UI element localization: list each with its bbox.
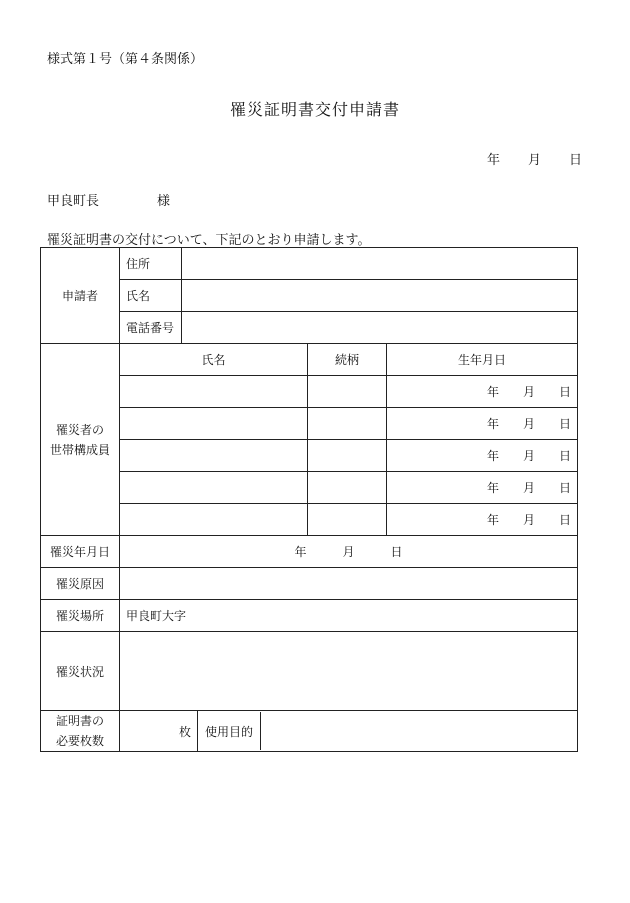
disaster-place-field[interactable]	[120, 600, 578, 632]
address-field[interactable]	[182, 248, 578, 280]
disaster-status-row	[41, 632, 578, 711]
form-number: 様式第１号（第４条関係）	[47, 52, 204, 67]
disaster-month-label: 月	[342, 545, 355, 559]
address-label: 住所	[120, 248, 182, 280]
disaster-status-label: 罹災状況	[41, 632, 120, 711]
disaster-cause-label: 罹災原因	[41, 568, 120, 600]
household-label-line1: 罹災者の	[55, 422, 104, 437]
household-header-row	[41, 344, 578, 376]
disaster-place-row	[41, 600, 578, 632]
certificate-count-field[interactable]	[120, 711, 198, 752]
addressee	[47, 190, 170, 209]
purpose-field[interactable]	[261, 712, 577, 750]
purpose-cell	[198, 711, 578, 752]
birth-month-label: 月	[522, 385, 535, 399]
birth-month-label: 月	[522, 513, 535, 527]
disaster-cause-field[interactable]	[120, 568, 578, 600]
application-date	[487, 149, 582, 168]
applicant-phone-row	[41, 312, 578, 344]
household-member-row	[41, 504, 578, 536]
member-name-field[interactable]	[120, 472, 308, 504]
applicant-address-row	[41, 248, 578, 280]
member-name-field[interactable]	[120, 504, 308, 536]
household-member-row	[41, 376, 578, 408]
member-birthdate-field[interactable]	[387, 440, 578, 472]
household-col-birthdate: 生年月日	[387, 344, 578, 376]
addressee-honorific: 様	[157, 194, 171, 209]
place-prefix: 甲良町大字	[126, 609, 187, 623]
applicant-section-label: 申請者	[41, 248, 120, 344]
birth-day-label: 日	[558, 481, 571, 495]
member-name-field[interactable]	[120, 408, 308, 440]
household-col-relation: 続柄	[308, 344, 387, 376]
member-name-field[interactable]	[120, 376, 308, 408]
birth-month-label: 月	[522, 417, 535, 431]
household-member-row	[41, 472, 578, 504]
member-birthdate-field[interactable]	[387, 376, 578, 408]
phone-field[interactable]	[182, 312, 578, 344]
member-birthdate-field[interactable]	[387, 472, 578, 504]
phone-label: 電話番号	[120, 312, 182, 344]
household-col-name: 氏名	[120, 344, 308, 376]
disaster-date-row	[41, 536, 578, 568]
date-day-label: 日	[568, 153, 582, 168]
disaster-cause-row	[41, 568, 578, 600]
household-member-row	[41, 408, 578, 440]
date-year-label: 年	[486, 153, 500, 168]
birth-year-label: 年	[486, 417, 499, 431]
name-label: 氏名	[120, 280, 182, 312]
purpose-label: 使用目的	[198, 712, 261, 750]
certificate-row	[41, 711, 578, 752]
disaster-day-label: 日	[390, 545, 403, 559]
intro-text: 罹災証明書の交付について、下記のとおり申請します。	[47, 233, 371, 248]
birth-day-label: 日	[558, 417, 571, 431]
birth-year-label: 年	[486, 513, 499, 527]
household-label-line2: 世帯構成員	[49, 442, 110, 457]
member-name-field[interactable]	[120, 440, 308, 472]
member-birthdate-field[interactable]	[387, 408, 578, 440]
member-relation-field[interactable]	[308, 440, 387, 472]
member-relation-field[interactable]	[308, 472, 387, 504]
certificate-count-label	[41, 711, 120, 752]
member-relation-field[interactable]	[308, 376, 387, 408]
disaster-date-label: 罹災年月日	[41, 536, 120, 568]
member-relation-field[interactable]	[308, 408, 387, 440]
disaster-place-label: 罹災場所	[41, 600, 120, 632]
certificate-label-line1: 証明書の	[55, 714, 104, 728]
sheets-unit: 枚	[178, 724, 191, 739]
household-member-row	[41, 440, 578, 472]
applicant-name-row	[41, 280, 578, 312]
addressee-name: 甲良町長	[47, 194, 100, 209]
birth-day-label: 日	[558, 385, 571, 399]
birth-day-label: 日	[558, 513, 571, 527]
application-form-table	[40, 247, 578, 752]
certificate-label-line2: 必要枚数	[55, 734, 104, 748]
date-month-label: 月	[527, 153, 541, 168]
birth-month-label: 月	[522, 481, 535, 495]
name-field[interactable]	[182, 280, 578, 312]
disaster-year-label: 年	[294, 545, 307, 559]
document-title: 罹災証明書交付申請書	[229, 100, 400, 119]
birth-year-label: 年	[486, 481, 499, 495]
member-relation-field[interactable]	[308, 504, 387, 536]
birth-day-label: 日	[558, 449, 571, 463]
disaster-date-field[interactable]	[120, 536, 578, 568]
disaster-status-field[interactable]	[120, 632, 578, 711]
birth-year-label: 年	[486, 385, 499, 399]
household-section-label	[41, 344, 120, 536]
birth-month-label: 月	[522, 449, 535, 463]
birth-year-label: 年	[486, 449, 499, 463]
member-birthdate-field[interactable]	[387, 504, 578, 536]
